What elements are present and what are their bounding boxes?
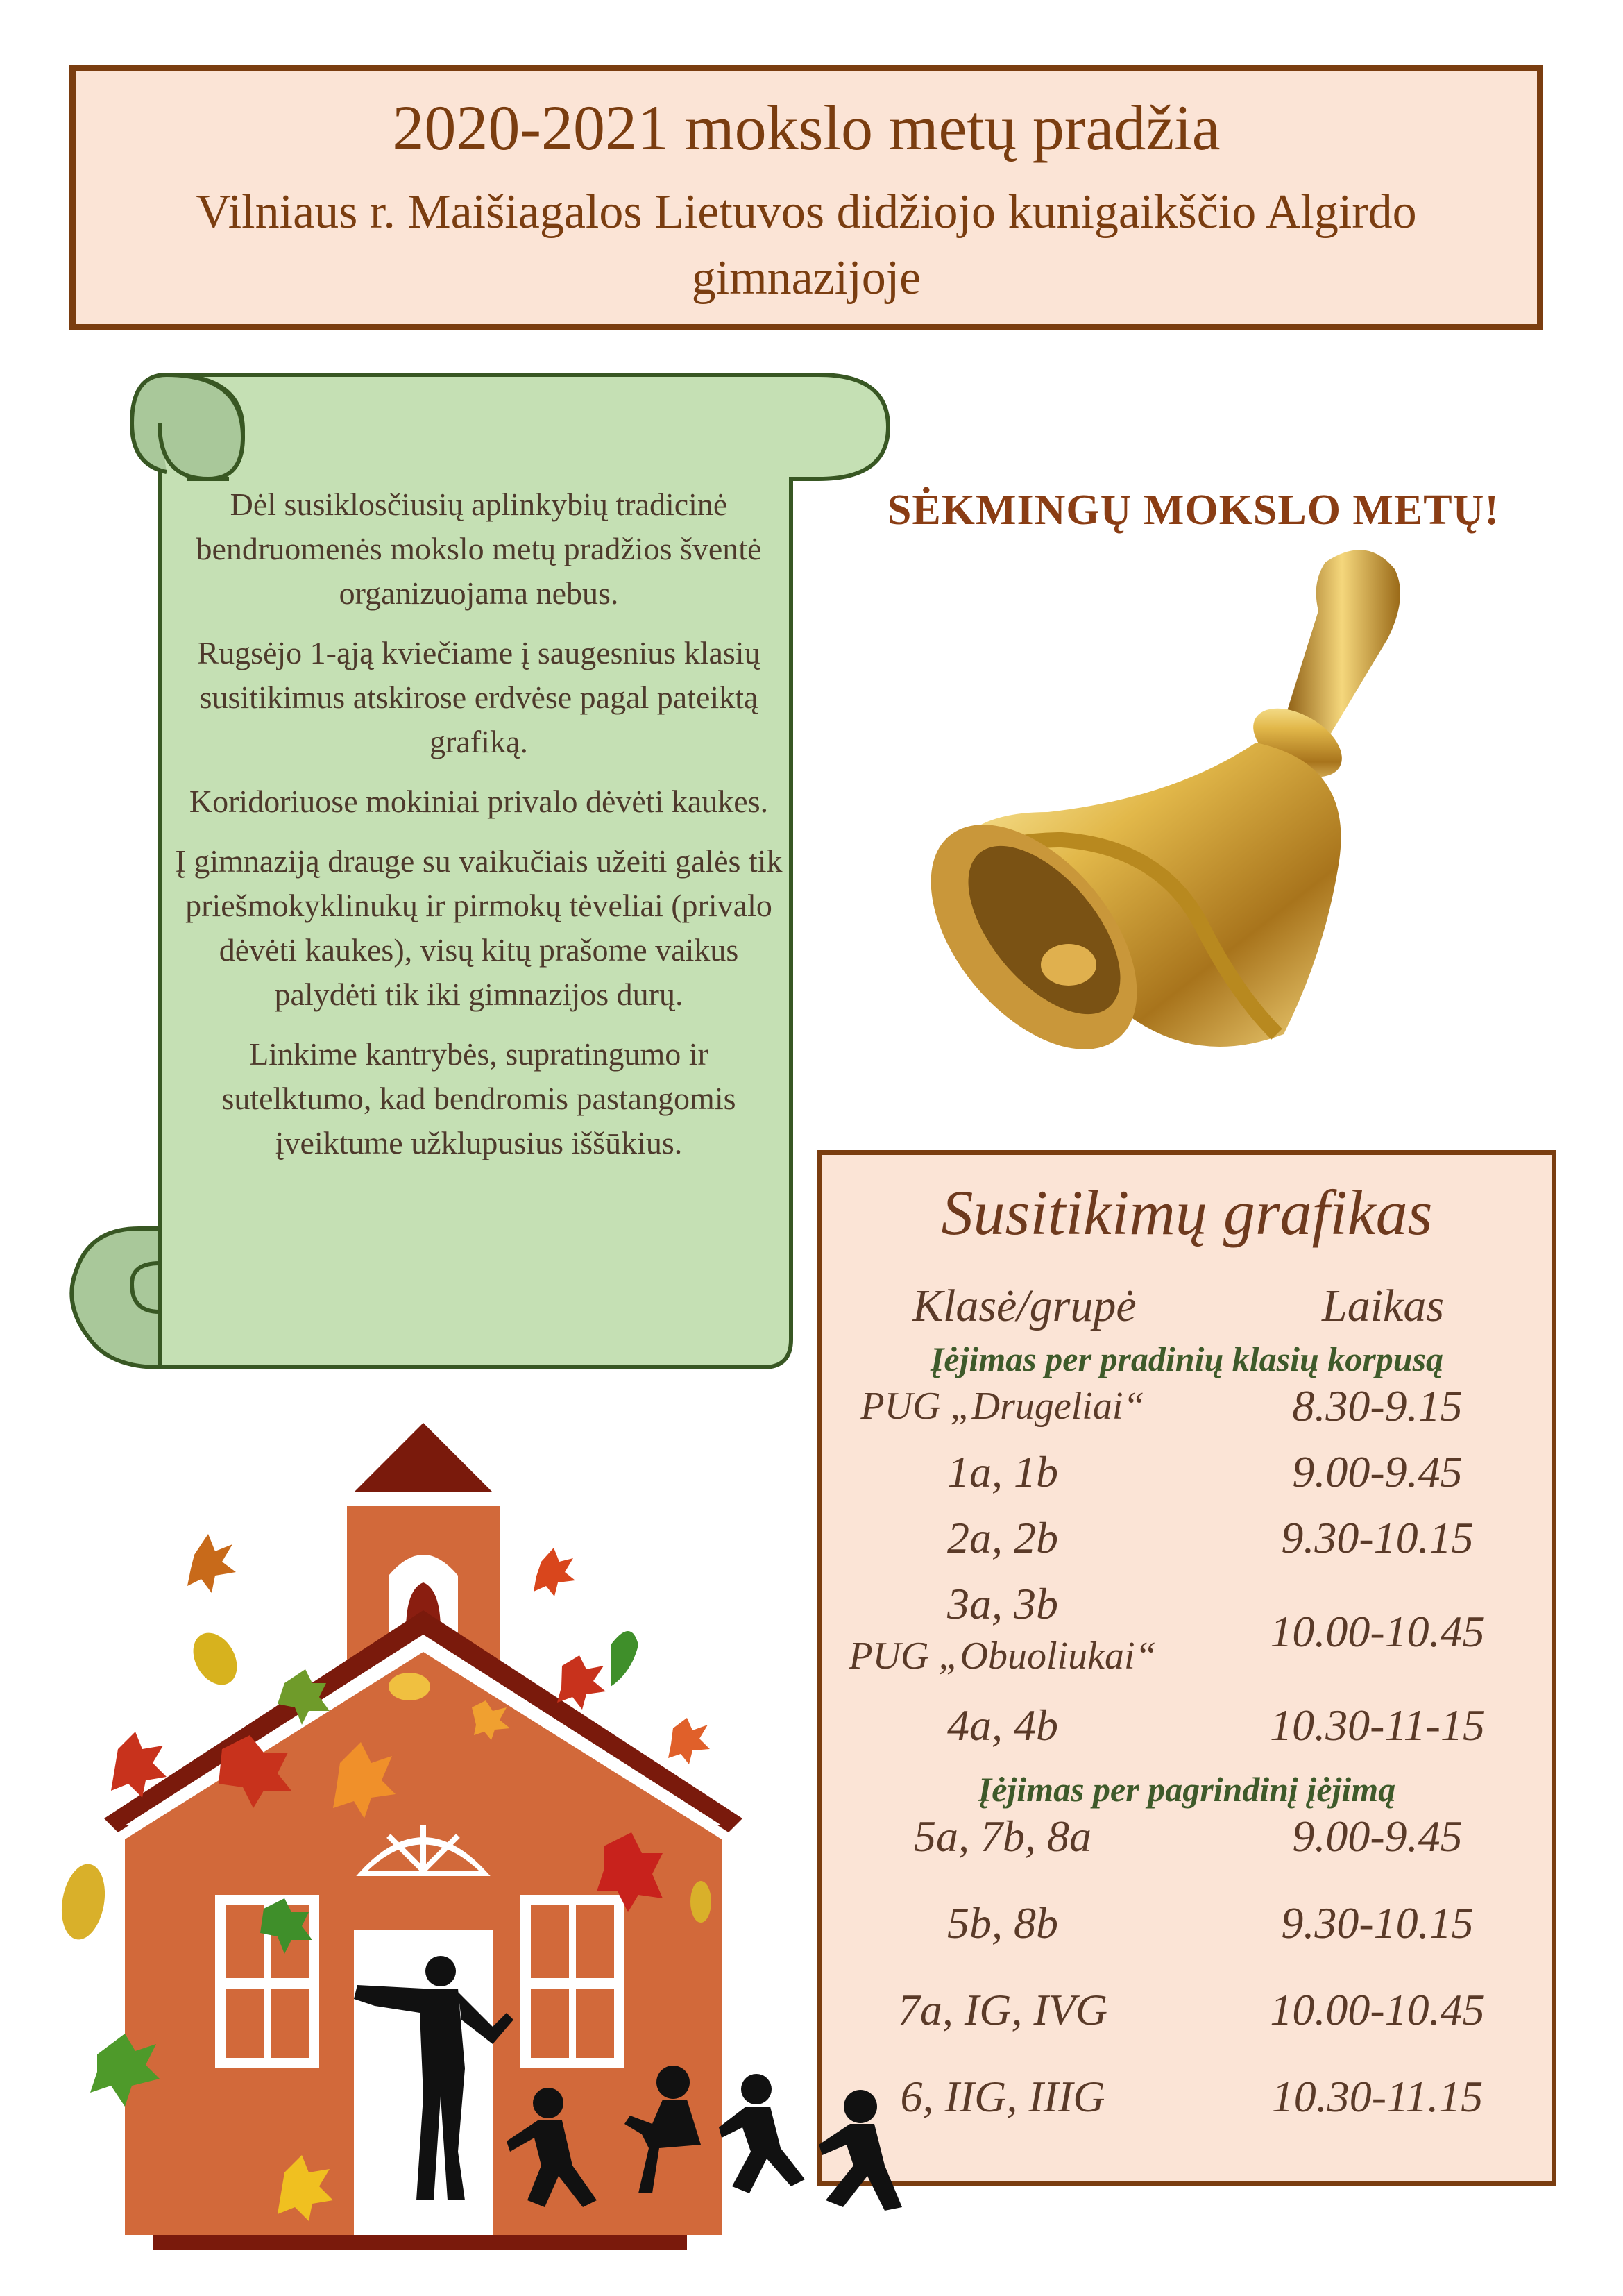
- schedule-time: 10.00-10.45: [1270, 1985, 1485, 2034]
- school-illustration: [49, 1402, 937, 2270]
- schedule-title: Susitikimų grafikas: [941, 1177, 1433, 1248]
- tower-roof: [354, 1423, 493, 1492]
- section-heading: Įėjimas per pagrindinį įėjimą: [978, 1770, 1396, 1809]
- header-box: [69, 65, 1543, 330]
- schedule-class: 5b, 8b: [947, 1898, 1058, 1948]
- scroll-paragraph: Koridoriuose mokiniai privalo dėvėti kaukes.: [189, 784, 769, 819]
- scroll-paragraph: Dėl susiklosčiusių aplinkybių tradicinė bendruomenės mokslo metų pradžios šventė organizuojama nebus.: [196, 487, 762, 611]
- scroll-paragraph: Linkime kantrybės, supratingumo ir sutelktumo, kad bendromis pastangomis įveiktume užklupusius iššūkius.: [221, 1036, 736, 1160]
- schedule-time: 9.30-10.15: [1281, 1513, 1474, 1562]
- scroll-paragraph: Į gimnaziją drauge su vaikučiais užeiti galės tik priešmokyklinukų ir pirmokų tėveliai (privalo dėvėti kaukes), visų kitų prašome vaikus palydėti tik iki gimnazijos durų.: [175, 843, 783, 1012]
- schedule-time: 8.30-9.15: [1292, 1381, 1463, 1430]
- slogan: SĖKMINGŲ MOKSLO METŲ!: [887, 487, 1500, 534]
- schedule-class: 1a, 1b: [947, 1447, 1058, 1496]
- schedule-time: 10.30-11.15: [1271, 2072, 1484, 2121]
- schedule-class: PUG „Drugeliai“: [860, 1385, 1145, 1428]
- schedule-time: 9.30-10.15: [1281, 1898, 1474, 1948]
- schedule-class: 5a, 7b, 8a: [914, 1812, 1091, 1861]
- scroll-paragraph: Rugsėjo 1-ąją kviečiame į saugesnius klasių susitikimus atskirose erdvėse pagal pateiktą grafiką.: [197, 635, 760, 759]
- section-heading: Įėjimas per pradinių klasių korpusą: [930, 1340, 1444, 1378]
- right-window: [520, 1895, 624, 2068]
- schedule-time: 9.00-9.45: [1292, 1812, 1463, 1861]
- schedule-class: 3a, 3b: [947, 1579, 1058, 1628]
- schedule-class: 6, IIG, IIIG: [900, 2072, 1105, 2121]
- schedule-time: 10.00-10.45: [1270, 1607, 1485, 1656]
- scroll-text: [173, 482, 784, 1181]
- page-subtitle: Vilniaus r. Maišiagalos Lietuvos didžiojo kunigaikščio Algirdo gimnazijoje: [196, 185, 1417, 305]
- schedule-time: 9.00-9.45: [1292, 1447, 1463, 1496]
- column-header-class: Klasė/grupė: [912, 1281, 1137, 1331]
- bell-icon: [909, 534, 1533, 1090]
- page-title: 2020-2021 mokslo metų pradžia: [392, 92, 1221, 163]
- schedule-class: PUG „Obuoliukai“: [849, 1635, 1157, 1678]
- column-header-time: Laikas: [1322, 1281, 1445, 1331]
- schedule-class: 4a, 4b: [947, 1700, 1058, 1750]
- schedule-class: 2a, 2b: [947, 1513, 1058, 1562]
- schedule-class: 7a, IG, IVG: [897, 1985, 1108, 2034]
- building-base: [153, 2235, 687, 2250]
- schedule-time: 10.30-11-15: [1270, 1700, 1485, 1750]
